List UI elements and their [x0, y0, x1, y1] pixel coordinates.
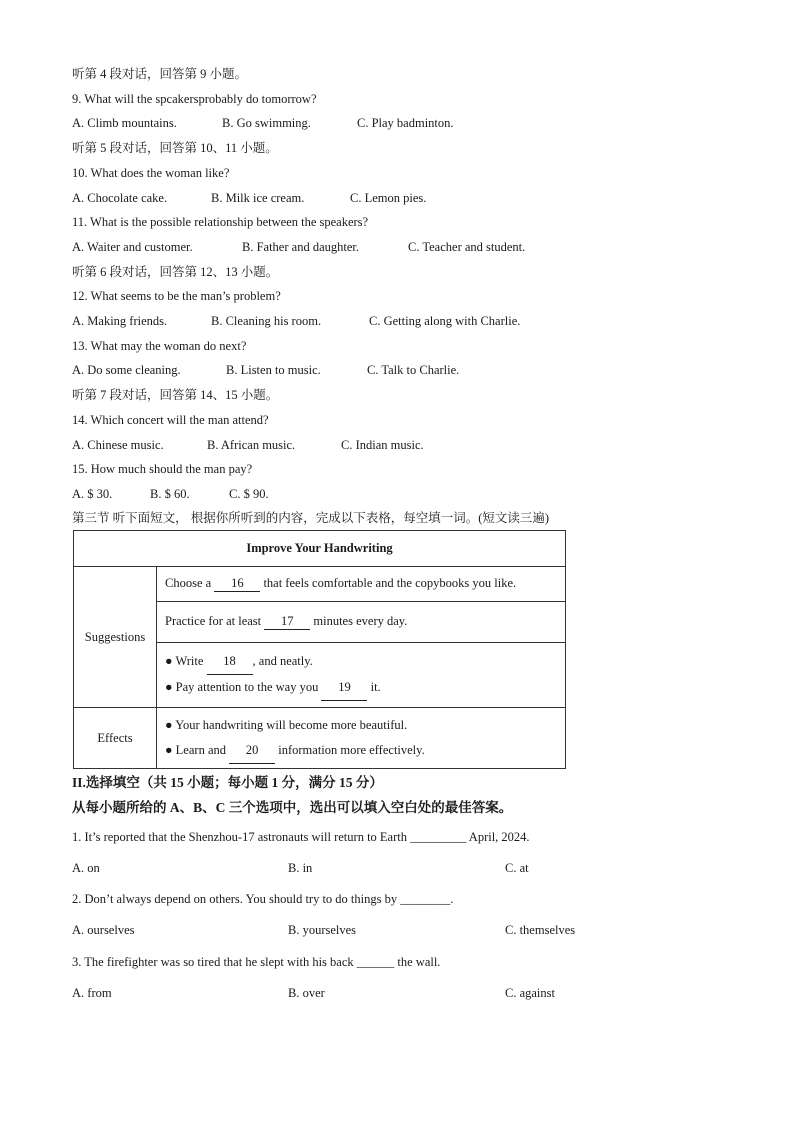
question-15: 15. How much should the man pay? [72, 462, 253, 476]
effects-line-b [165, 738, 557, 764]
mc-question-3: 3. The firefighter was so tired that he slept with his back ______ the wall. [72, 955, 441, 969]
dialog-6-intro: 听第 6 段对话，回答第 12、13 小题。 [72, 265, 279, 279]
question-14: 14. Which concert will the man attend? [72, 413, 269, 427]
row3a-text-before: ● Write [165, 654, 207, 668]
blank-20: 20 [229, 738, 275, 764]
mc1-option-c: C. at [505, 861, 529, 875]
row4b-text-before: ● Learn and [165, 742, 230, 757]
effects-row [157, 708, 566, 769]
question-9: 9. What will the spcakersprobably do tomorrow? [72, 92, 317, 106]
mc2-option-b: B. yourselves [288, 923, 357, 937]
suggestions-label: Suggestions [74, 567, 157, 708]
suggestion-row-2 [157, 602, 566, 643]
q15-option-c: C. $ 90. [229, 487, 269, 501]
q9-option-a: A. Climb mountains. [72, 116, 177, 130]
q12-option-a: A. Making friends. [72, 314, 168, 328]
q14-option-c: C. Indian music. [341, 438, 424, 452]
blank-19: 19 [321, 675, 367, 701]
section3-instruction: 第三节 听下面短文， 根据你所听到的内容，完成以下表格，每空填一词。(短文读三遍) [72, 511, 550, 525]
blank-17: 17 [264, 614, 310, 630]
row1-text-before: Choose a [165, 576, 215, 590]
question-13: 13. What may the woman do next? [72, 339, 247, 353]
q12-option-b: B. Cleaning his room. [211, 314, 322, 328]
mc3-option-b: B. over [288, 986, 325, 1000]
question-11: 11. What is the possible relationship between the speakers? [72, 215, 369, 229]
q9-option-b: B. Go swimming. [222, 116, 311, 130]
handwriting-table [73, 530, 566, 769]
suggestion-row-1 [157, 567, 566, 602]
mc1-option-a: A. on [72, 861, 100, 875]
q10-option-b: B. Milk ice cream. [211, 191, 305, 205]
effects-label: Effects [74, 708, 157, 769]
question-12: 12. What seems to be the man’s problem? [72, 289, 281, 303]
dialog-7-intro: 听第 7 段对话，回答第 14、15 小题。 [72, 388, 279, 402]
mc1-option-b: B. in [288, 861, 313, 875]
q13-option-b: B. Listen to music. [226, 363, 321, 377]
question-10: 10. What does the woman like? [72, 166, 230, 180]
blank-16: 16 [214, 576, 260, 592]
part2-instruction: 从每小题所给的 A、B、C 三个选项中，选出可以填入空白处的最佳答案。 [72, 800, 513, 815]
dialog-4-intro: 听第 4 段对话，回答第 9 小题。 [72, 67, 248, 81]
q11-option-c: C. Teacher and student. [408, 240, 526, 254]
q12-option-c: C. Getting along with Charlie. [369, 314, 521, 328]
row3b-text-before: ● Pay attention to the way you [165, 680, 322, 694]
suggestion-row-3 [157, 643, 566, 708]
effects-line-a: ● Your handwriting will become more beautiful. [165, 717, 408, 732]
row3b-text-after: it. [367, 680, 381, 694]
mc3-option-a: A. from [72, 986, 112, 1000]
mc-question-2: 2. Don’t always depend on others. You should try to do things by ________. [72, 892, 454, 906]
blank-18: 18 [207, 649, 253, 675]
row3a-text-after: , and neatly. [252, 654, 313, 668]
mc2-option-c: C. themselves [505, 923, 576, 937]
mc3-option-c: C. against [505, 986, 555, 1000]
q13-option-c: C. Talk to Charlie. [367, 363, 460, 377]
row2-text-after: minutes every day. [310, 614, 408, 628]
q9-option-c: C. Play badminton. [357, 116, 454, 130]
part2-title: II.选择填空（共 15 小题；每小题 1 分，满分 15 分） [72, 775, 383, 790]
row2-text-before: Practice for at least [165, 614, 265, 628]
q10-option-a: A. Chocolate cake. [72, 191, 168, 205]
q11-option-b: B. Father and daughter. [242, 240, 359, 254]
q11-option-a: A. Waiter and customer. [72, 240, 193, 254]
mc2-option-a: A. ourselves [72, 923, 135, 937]
q13-option-a: A. Do some cleaning. [72, 363, 181, 377]
q10-option-c: C. Lemon pies. [350, 191, 427, 205]
q15-option-a: A. $ 30. [72, 487, 113, 501]
dialog-5-intro: 听第 5 段对话，回答第 10、11 小题。 [72, 141, 278, 155]
row4b-text-after: information more effectively. [275, 742, 425, 757]
row3-line-a [165, 649, 557, 675]
table-title: Improve Your Handwriting [74, 531, 566, 567]
q15-option-b: B. $ 60. [150, 487, 190, 501]
row3-line-b [165, 675, 557, 701]
row1-text-after: that feels comfortable and the copybooks you like. [260, 576, 517, 590]
mc-question-1: 1. It’s reported that the Shenzhou-17 astronauts will return to Earth _________ April, 2024. [72, 830, 530, 844]
q14-option-b: B. African music. [207, 438, 296, 452]
q14-option-a: A. Chinese music. [72, 438, 164, 452]
